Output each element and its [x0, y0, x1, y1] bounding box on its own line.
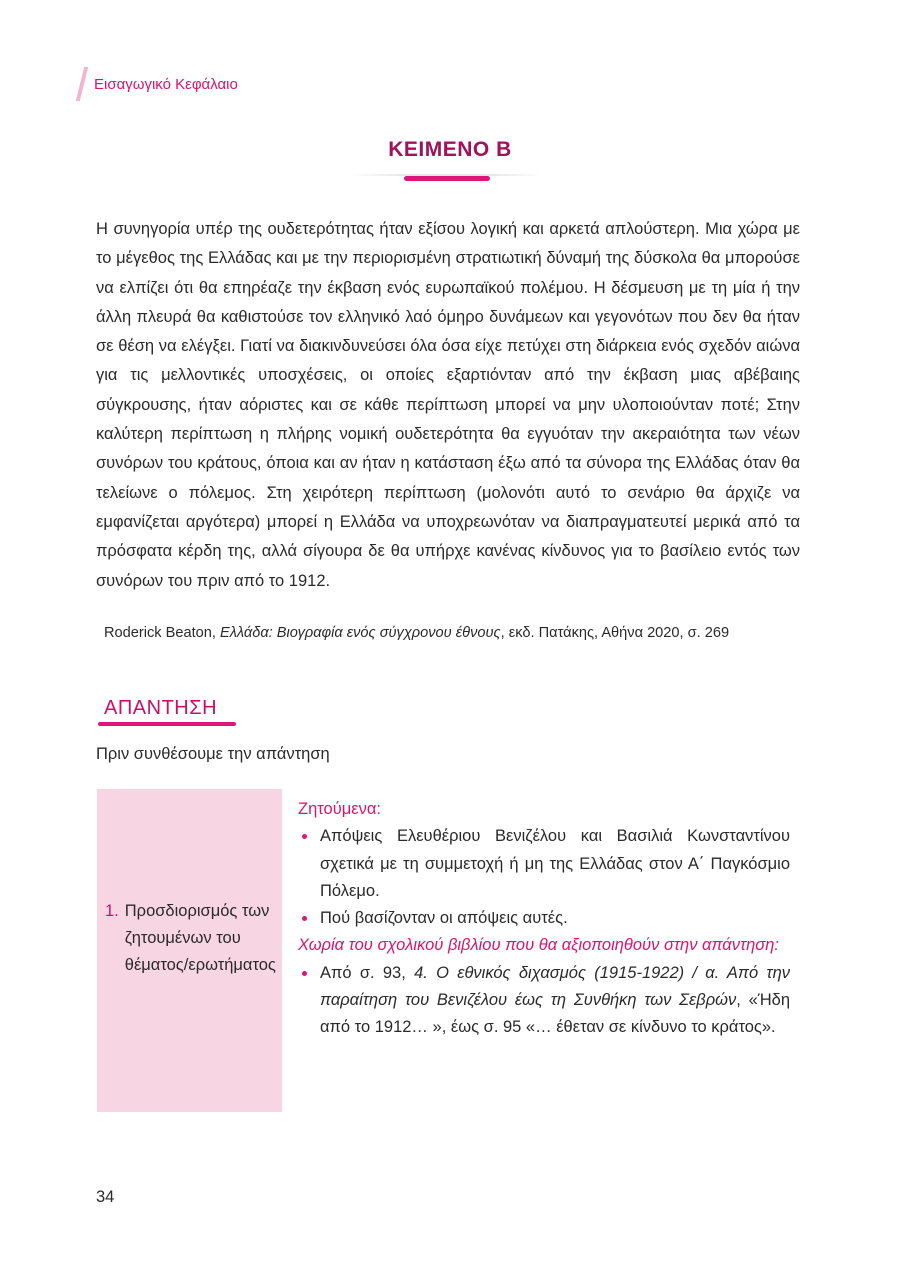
- list-item: [298, 960, 790, 1042]
- section-title: ΚΕΙΜΕΝΟ Β: [388, 138, 512, 161]
- answer-underline: [98, 722, 236, 726]
- step-number: 1.: [105, 902, 119, 920]
- subheading: Πριν συνθέσουμε την απάντηση: [96, 745, 330, 763]
- step-label-text: Προσδιορισμός των ζητουμένων του θέματος/ερωτήματος: [124, 902, 276, 974]
- passage-suffix: , «Ήδη από το 1912… », έως σ. 95 «… έθεταν σε κίνδυνο το κράτος».: [320, 991, 791, 1037]
- body-text: Η συνηγορία υπέρ της ουδετερότητας ήταν εξίσου λογική και αρκετά απλούστερη. Μια χώρα με το μέγεθος της Ελλάδας και με την περιορισμένη στρατιωτική δύναμή της δύσκολα θα μπορούσε να ελπίζει ότι θα επηρέαζε την έκβαση ενός ευρωπαϊκού πολέμου. Η δέσμευση με τη μία ή την άλλη πλευρά θα καθιστούσε τον ελληνικό λαό όμηρο δυνάμεων και γεγονότων που δεν θα ήταν σε θέση να ελέγξει. Γιατί να διακινδυνεύσει όλα όσα είχε πετύχει στη διάρκεια ενός σχεδόν αιώνα για τις μελλοντικές υποσχέσεις, οι οποίες εξαρτιόνταν από την έκβαση μιας αβέβαιης σύγκρουσης, ήταν αόριστες και σε κάθε περίπτωση μπορεί να μην υλοποιούνταν ποτέ; Στην καλύτερη περίπτωση η πλήρης νομική ουδετερότητα θα εγγυόταν την ακεραιότητα των νέων συνόρων του κράτους, όποια και αν ήταν η κατάσταση έξω από τα σύνορα της Ελλάδας όταν θα τελείωνε ο πόλεμος. Στη χειρότερη περίπτωση (μολονότι αυτό το σενάριο θα άρχιζε να εμφανίζεται αργότερα) μπορεί η Ελλάδα να υποχρεωνόταν να διαπραγματευτεί μερικά από τα πρόσφατα κέρδη της, αλλά σίγουρα δε θα υπήρχε κανένας κίνδυνος για το βασίλειο εντός των συνόρων του πριν από το 1912.: [96, 220, 800, 590]
- passages-list: [298, 960, 790, 1042]
- decorative-slash: [76, 67, 88, 101]
- step-label: [105, 898, 280, 979]
- title-accent-bar: [404, 176, 490, 181]
- page-number: 34: [96, 1188, 115, 1206]
- source-details: , εκδ. Πατάκης, Αθήνα 2020, σ. 269: [500, 625, 730, 641]
- passage-title: 4. Ο εθνικός διχασμός (1915-1922) / α. Από την παραίτηση του Βενιζέλου έως τη Συνθήκη των Σεβρών: [320, 963, 790, 1010]
- list-item: Απόψεις Ελευθέριου Βενιζέλου και Βασιλιά Κωνσταντίνου σχετικά με τη συμμετοχή ή μη της Ελλάδας στον Α΄ Παγκόσμιο Πόλεμο.: [298, 823, 790, 905]
- source-citation: [104, 622, 814, 644]
- answer-heading: ΑΠΑΝΤΗΣΗ: [104, 697, 218, 719]
- running-head: [80, 66, 238, 102]
- source-title: Ελλάδα: Βιογραφία ενός σύγχρονου έθνους: [220, 625, 501, 641]
- step-content: [298, 796, 790, 1042]
- requested-list: [298, 823, 790, 932]
- passages-heading: Χωρία του σχολικού βιβλίου που θα αξιοποιηθούν στην απάντηση:: [298, 936, 779, 955]
- source-author: Roderick Beaton,: [104, 625, 216, 641]
- passage-prefix: Από σ. 93,: [320, 963, 415, 982]
- list-item: Πού βασίζονταν οι απόψεις αυτές.: [298, 905, 790, 932]
- running-head-text: Εισαγωγικό Κεφάλαιο: [94, 75, 238, 93]
- requested-heading: Ζητούμενα:: [298, 800, 381, 818]
